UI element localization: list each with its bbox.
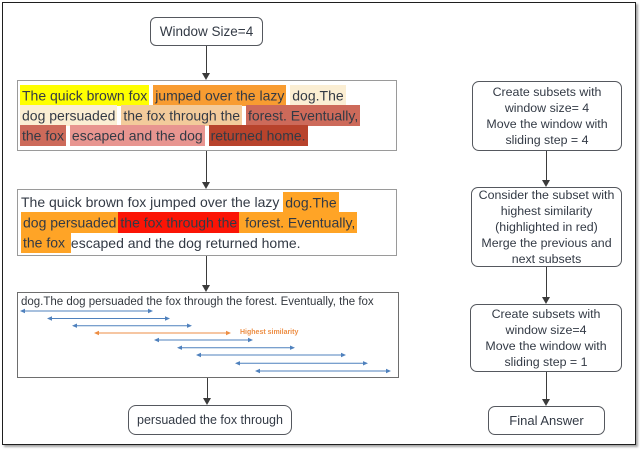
connector-window-to-box1 (206, 46, 207, 73)
result-label: persuaded the fox through (137, 413, 283, 427)
final-answer-node (488, 406, 605, 435)
final-answer-label: Final Answer (509, 413, 584, 428)
connector-step1-to-step2 (546, 151, 547, 180)
step-node-consider-highest-similarity: Consider the subset with highest similarity (highlighted in red) Merge the previous and next subsets (471, 187, 622, 267)
step-node-create-subsets-step1: Create subsets with window size=4 Move the window with sliding step = 1 (470, 304, 622, 372)
connector-step3-to-final (546, 372, 547, 399)
highlighted-text-box-step2: The quick brown fox jumped over the lazy dog.The dog persuaded the fox through the forest. Eventually, the fox escaped and the dog returned home. (17, 189, 397, 256)
merged-subset-sentence: dog.The dog persuaded the fox through the forest. Eventually, the fox (21, 296, 374, 308)
sliding-windows-box (17, 292, 399, 378)
connector-box2-to-box3 (206, 256, 207, 285)
result-node (128, 405, 292, 435)
highlighted-text-box-step1: The quick brown fox jumped over the lazy dog.The dog persuaded the fox through the forest. Eventually, the fox escaped and the dog returned home. (17, 80, 397, 151)
connector-box1-to-box2 (206, 151, 207, 182)
connector-box3-to-result (207, 378, 208, 398)
window-size-label: Window Size=4 (159, 24, 254, 39)
sliding-window-arrows (18, 293, 398, 377)
step-node-create-subsets-step4: Create subsets with window size= 4 Move the window with sliding step = 4 (472, 81, 622, 151)
highest-similarity-label: Highest similarity (240, 329, 299, 336)
window-size-node (150, 17, 263, 46)
connector-step2-to-step3 (546, 267, 547, 297)
